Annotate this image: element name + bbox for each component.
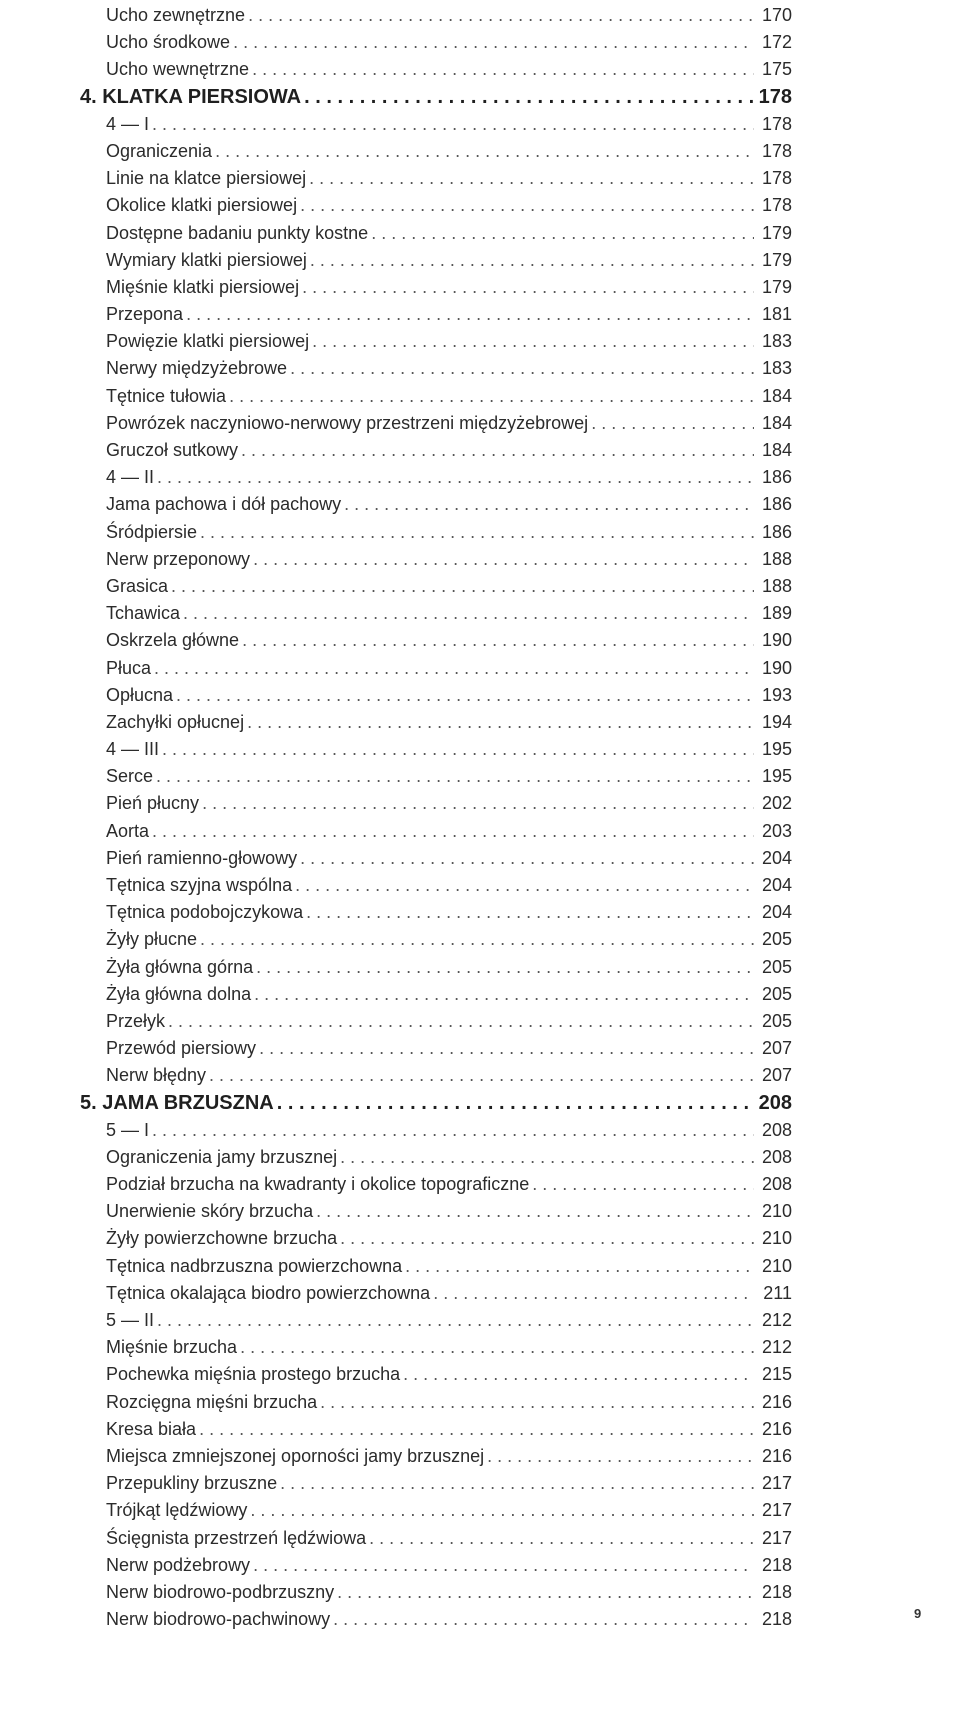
dot-leader xyxy=(200,519,754,546)
toc-entry-page: 212 xyxy=(761,1337,792,1358)
toc-entry xyxy=(80,383,792,410)
toc-entry-page: 193 xyxy=(761,684,792,705)
toc-entry-page: 208 xyxy=(761,1146,792,1167)
toc-entry-title: Ograniczenia jamy brzusznej xyxy=(106,1146,338,1167)
toc-entry-page: 218 xyxy=(761,1581,792,1602)
toc-entry-page: 179 xyxy=(761,249,792,270)
dot-leader xyxy=(199,1416,754,1443)
toc-entry-title: Tętnice tułowia xyxy=(106,385,227,406)
toc-entry-page: 189 xyxy=(761,603,792,624)
toc-entry-title: Powrózek naczyniowo-nerwowy przestrzeni międzyżebrowej xyxy=(106,412,589,433)
dot-leader xyxy=(310,247,754,274)
dot-leader xyxy=(154,655,754,682)
toc-entry-page: 204 xyxy=(761,847,792,868)
toc-entry-title: Nerw biodrowo-pachwinowy xyxy=(106,1609,331,1630)
toc-entry-page: 204 xyxy=(761,902,792,923)
toc-entry-page: 216 xyxy=(761,1445,792,1466)
toc-entry-title: Powięzie klatki piersiowej xyxy=(106,331,310,352)
dot-leader xyxy=(209,1062,754,1089)
toc-entry-page: 184 xyxy=(761,440,792,460)
toc-entry xyxy=(80,954,792,981)
dot-leader xyxy=(176,682,754,709)
dot-leader xyxy=(200,926,754,953)
toc-entry xyxy=(80,192,792,219)
toc-entry xyxy=(80,845,792,872)
toc-entry xyxy=(80,2,792,29)
toc-entry xyxy=(80,1280,792,1307)
toc-entry-title: 5. JAMA BRZUSZNA xyxy=(80,1091,274,1114)
toc-entry xyxy=(80,1035,792,1062)
dot-leader xyxy=(344,491,754,518)
toc-entry xyxy=(80,138,792,165)
dot-leader xyxy=(240,1334,754,1361)
dot-leader xyxy=(157,1307,754,1334)
toc-entry xyxy=(80,56,792,83)
toc-entry-page: 183 xyxy=(761,331,792,352)
toc-entry-page: 186 xyxy=(761,494,792,515)
toc-entry-page: 208 xyxy=(761,1119,792,1140)
toc-entry xyxy=(80,519,792,546)
dot-leader xyxy=(242,627,754,654)
toc-entry xyxy=(80,1225,792,1252)
dot-leader xyxy=(312,328,754,355)
toc-entry-title: Wymiary klatki piersiowej xyxy=(106,249,307,270)
toc-entry-title: Ucho zewnętrzne xyxy=(106,5,246,25)
toc-entry-page: 205 xyxy=(761,983,792,1004)
dot-leader xyxy=(233,29,754,56)
toc-entry-page: 183 xyxy=(761,358,792,379)
toc-entry-title: Przełyk xyxy=(106,1010,166,1031)
dot-leader xyxy=(253,546,754,573)
dot-leader xyxy=(320,1389,754,1416)
toc-entry-page: 178 xyxy=(758,85,792,108)
toc-entry xyxy=(80,763,792,790)
toc-entry-page: 170 xyxy=(761,5,792,25)
toc-entry-page: 205 xyxy=(761,929,792,950)
toc-entry-page: 188 xyxy=(761,548,792,569)
toc-entry xyxy=(80,1606,792,1633)
toc-entry-title: Pochewka mięśnia prostego brzucha xyxy=(106,1364,401,1385)
toc-entry-page: 212 xyxy=(761,1310,792,1330)
toc-entry-page: 178 xyxy=(761,140,792,161)
toc-entry xyxy=(80,220,792,247)
dot-leader xyxy=(591,410,754,437)
toc-entry-title: Okolice klatki piersiowej xyxy=(106,195,298,216)
toc-entry-title: Żyła główna dolna xyxy=(106,983,252,1004)
toc-entry-page: 204 xyxy=(761,875,792,895)
toc-entry xyxy=(80,1361,792,1388)
dot-leader xyxy=(277,1090,754,1117)
dot-leader xyxy=(433,1280,754,1307)
dot-leader xyxy=(316,1198,754,1225)
dot-leader xyxy=(152,1117,754,1144)
dot-leader xyxy=(300,192,754,219)
dot-leader xyxy=(252,56,754,83)
dot-leader xyxy=(248,2,754,29)
toc-entry-page: 217 xyxy=(761,1500,792,1521)
toc-entry xyxy=(80,1525,792,1552)
toc-entry-page: 175 xyxy=(761,59,792,80)
toc-entry xyxy=(80,926,792,953)
toc-entry-page: 215 xyxy=(761,1364,792,1385)
dot-leader xyxy=(168,1008,754,1035)
toc-entry-title: Linie na klatce piersiowej xyxy=(106,168,307,189)
toc-entry xyxy=(80,709,792,736)
toc-entry xyxy=(80,437,792,464)
toc-entry-page: 194 xyxy=(761,711,792,732)
toc-entry xyxy=(80,600,792,627)
toc-entry xyxy=(80,872,792,899)
toc-entry-title: Nerwy międzyżebrowe xyxy=(106,358,288,379)
toc-entry-title: Żyła główna górna xyxy=(106,956,254,977)
toc-entry-title: Żyły płucne xyxy=(106,929,198,950)
toc-entry xyxy=(80,111,792,138)
toc-entry-title: Jama pachowa i dół pachowy xyxy=(106,494,342,515)
toc-entry-title: Grasica xyxy=(106,575,169,596)
dot-leader xyxy=(256,954,754,981)
toc-entry-page: 186 xyxy=(761,521,792,542)
toc-entry xyxy=(80,682,792,709)
dot-leader xyxy=(186,301,754,328)
dot-leader xyxy=(202,790,754,817)
toc-entry-page: 178 xyxy=(761,168,792,189)
toc-entry-title: Serce xyxy=(106,766,154,787)
toc-entry-page: 218 xyxy=(761,1554,792,1575)
toc-entry xyxy=(80,1389,792,1416)
dot-leader xyxy=(309,165,754,192)
toc-entry-title: Mięśnie brzucha xyxy=(106,1337,238,1358)
toc-entry-page: 188 xyxy=(761,575,792,596)
dot-leader xyxy=(171,573,754,600)
toc-entry-title: Gruczoł sutkowy xyxy=(106,440,239,460)
toc-entry-page: 216 xyxy=(761,1418,792,1439)
toc-entry xyxy=(80,1579,792,1606)
toc-entry-page: 208 xyxy=(758,1091,792,1114)
dot-leader xyxy=(302,274,754,301)
toc-entry-title: 5 — II xyxy=(106,1310,155,1330)
toc-entry-title: Ucho środkowe xyxy=(106,32,231,53)
page-number: 9 xyxy=(914,1606,922,1621)
toc-entry-title: Pień ramienno-głowowy xyxy=(106,847,298,868)
toc-entry xyxy=(80,655,792,682)
dot-leader xyxy=(369,1525,754,1552)
toc-entry-title: Oskrzela główne xyxy=(106,630,240,651)
dot-leader xyxy=(306,899,754,926)
toc-entry-title: 4 — II xyxy=(106,467,155,488)
dot-leader xyxy=(333,1606,754,1633)
toc-entry-page: 205 xyxy=(761,1010,792,1031)
toc-entry-title: Przepona xyxy=(106,304,184,325)
toc-chapter-heading xyxy=(80,1090,792,1117)
toc-entry xyxy=(80,1416,792,1443)
toc-entry xyxy=(80,1307,792,1334)
toc-entry xyxy=(80,464,792,491)
toc-entry-page: 208 xyxy=(761,1174,792,1195)
toc-entry xyxy=(80,301,792,328)
toc-entry-title: Przewód piersiowy xyxy=(106,1038,257,1059)
toc-entry-page: 217 xyxy=(761,1527,792,1548)
toc-entry-title: Rozcięgna mięśni brzucha xyxy=(106,1391,318,1412)
dot-leader xyxy=(405,1253,754,1280)
dot-leader xyxy=(162,736,754,763)
toc-entry-page: 207 xyxy=(761,1065,792,1086)
toc-entry xyxy=(80,328,792,355)
toc-entry-title: Nerw przeponowy xyxy=(106,548,251,569)
toc-entry-title: Śródpiersie xyxy=(106,521,198,542)
toc-entry xyxy=(80,790,792,817)
toc-entry-title: Nerw biodrowo-podbrzuszny xyxy=(106,1581,335,1602)
toc-entry xyxy=(80,1470,792,1497)
toc-entry-page: 202 xyxy=(761,793,792,814)
dot-leader xyxy=(371,220,754,247)
toc-entry-title: 4. KLATKA PIERSIOWA xyxy=(80,85,302,108)
toc-entry-title: 5 — I xyxy=(106,1119,150,1140)
dot-leader xyxy=(241,437,754,464)
toc-entry-title: Ścięgnista przestrzeń lędźwiowa xyxy=(106,1527,367,1548)
toc-entry-title: Dostępne badaniu punkty kostne xyxy=(106,222,369,243)
toc-entry xyxy=(80,410,792,437)
dot-leader xyxy=(215,138,754,165)
toc-entry-page: 184 xyxy=(761,385,792,406)
toc-entry-title: Tętnica okalająca biodro powierzchowna xyxy=(106,1282,431,1303)
toc-entry-page: 190 xyxy=(761,630,792,651)
toc-entry-page: 218 xyxy=(761,1609,792,1630)
dot-leader xyxy=(254,981,754,1008)
dot-leader xyxy=(156,763,754,790)
dot-leader xyxy=(532,1171,754,1198)
toc-entry xyxy=(80,546,792,573)
toc-entry-page: 207 xyxy=(761,1038,792,1059)
toc-entry-page: 186 xyxy=(761,467,792,488)
toc-chapter-heading xyxy=(80,84,792,111)
toc-entry xyxy=(80,627,792,654)
toc-entry-title: Mięśnie klatki piersiowej xyxy=(106,276,300,297)
dot-leader xyxy=(229,383,754,410)
toc-entry-page: 195 xyxy=(761,766,792,787)
toc-entry xyxy=(80,818,792,845)
toc-entry-title: 4 — III xyxy=(106,739,160,760)
toc-entry-title: Tętnica podobojczykowa xyxy=(106,902,304,923)
toc-entry-page: 210 xyxy=(761,1201,792,1222)
toc-entry xyxy=(80,1253,792,1280)
toc-entry-title: Aorta xyxy=(106,820,150,841)
toc-entry xyxy=(80,736,792,763)
toc-entry xyxy=(80,1008,792,1035)
dot-leader xyxy=(403,1361,754,1388)
toc-entry-title: 4 — I xyxy=(106,113,150,134)
dot-leader xyxy=(304,84,754,111)
toc-entry-page: 210 xyxy=(761,1228,792,1249)
toc-entry-page: 178 xyxy=(761,113,792,134)
toc-entry xyxy=(80,1443,792,1470)
toc-entry-title: Miejsca zmniejszonej oporności jamy brzusznej xyxy=(106,1445,485,1466)
toc-entry-title: Przepukliny brzuszne xyxy=(106,1473,278,1494)
toc-entry-page: 190 xyxy=(761,657,792,678)
toc-entry-page: 210 xyxy=(761,1255,792,1276)
toc-entry-title: Zachyłki opłucnej xyxy=(106,711,245,732)
dot-leader xyxy=(253,1552,754,1579)
dot-leader xyxy=(290,355,754,382)
table-of-contents xyxy=(80,2,792,1633)
toc-entry-title: Ucho wewnętrzne xyxy=(106,59,250,80)
toc-entry-title: Żyły powierzchowne brzucha xyxy=(106,1228,338,1249)
toc-entry-title: Nerw błędny xyxy=(106,1065,207,1086)
toc-entry xyxy=(80,274,792,301)
toc-entry-title: Płuca xyxy=(106,657,152,678)
toc-entry-title: Opłucna xyxy=(106,684,174,705)
toc-entry-title: Tętnica nadbrzuszna powierzchowna xyxy=(106,1255,403,1276)
toc-entry-title: Unerwienie skóry brzucha xyxy=(106,1201,314,1222)
toc-entry xyxy=(80,1552,792,1579)
toc-entry xyxy=(80,981,792,1008)
toc-entry-page: 195 xyxy=(761,739,792,760)
dot-leader xyxy=(340,1144,754,1171)
toc-entry xyxy=(80,573,792,600)
toc-entry xyxy=(80,899,792,926)
toc-entry-page: 211 xyxy=(763,1282,792,1303)
toc-entry-page: 217 xyxy=(761,1473,792,1494)
dot-leader xyxy=(300,845,754,872)
toc-entry xyxy=(80,247,792,274)
toc-entry-page: 216 xyxy=(761,1391,792,1412)
toc-entry-title: Podział brzucha na kwadranty i okolice topograficzne xyxy=(106,1174,530,1195)
toc-entry-title: Tchawica xyxy=(106,603,181,624)
toc-entry xyxy=(80,29,792,56)
toc-entry-title: Pień płucny xyxy=(106,793,200,814)
dot-leader xyxy=(295,872,754,899)
toc-entry xyxy=(80,1144,792,1171)
dot-leader xyxy=(157,464,754,491)
toc-entry-page: 179 xyxy=(761,276,792,297)
toc-entry-page: 181 xyxy=(761,304,792,325)
dot-leader xyxy=(280,1470,754,1497)
toc-entry-page: 205 xyxy=(761,956,792,977)
toc-entry xyxy=(80,1198,792,1225)
dot-leader xyxy=(250,1497,754,1524)
toc-entry xyxy=(80,1117,792,1144)
toc-entry-page: 172 xyxy=(761,32,792,53)
toc-entry xyxy=(80,165,792,192)
toc-entry-title: Trójkąt lędźwiowy xyxy=(106,1500,248,1521)
toc-entry-title: Nerw podżebrowy xyxy=(106,1554,251,1575)
toc-entry xyxy=(80,1171,792,1198)
toc-entry-title: Ograniczenia xyxy=(106,140,213,161)
toc-entry xyxy=(80,1334,792,1361)
toc-entry-title: Kresa biała xyxy=(106,1418,197,1439)
toc-entry-page: 184 xyxy=(761,412,792,433)
dot-leader xyxy=(340,1225,754,1252)
toc-entry-title: Tętnica szyjna wspólna xyxy=(106,875,293,895)
dot-leader xyxy=(247,709,754,736)
toc-entry xyxy=(80,1062,792,1089)
dot-leader xyxy=(259,1035,754,1062)
dot-leader xyxy=(152,818,754,845)
dot-leader xyxy=(487,1443,754,1470)
dot-leader xyxy=(337,1579,754,1606)
toc-entry xyxy=(80,491,792,518)
toc-entry xyxy=(80,1497,792,1524)
dot-leader xyxy=(152,111,754,138)
toc-entry-page: 178 xyxy=(761,195,792,216)
toc-entry-page: 203 xyxy=(761,820,792,841)
dot-leader xyxy=(183,600,754,627)
toc-entry xyxy=(80,355,792,382)
toc-entry-page: 179 xyxy=(761,222,792,243)
